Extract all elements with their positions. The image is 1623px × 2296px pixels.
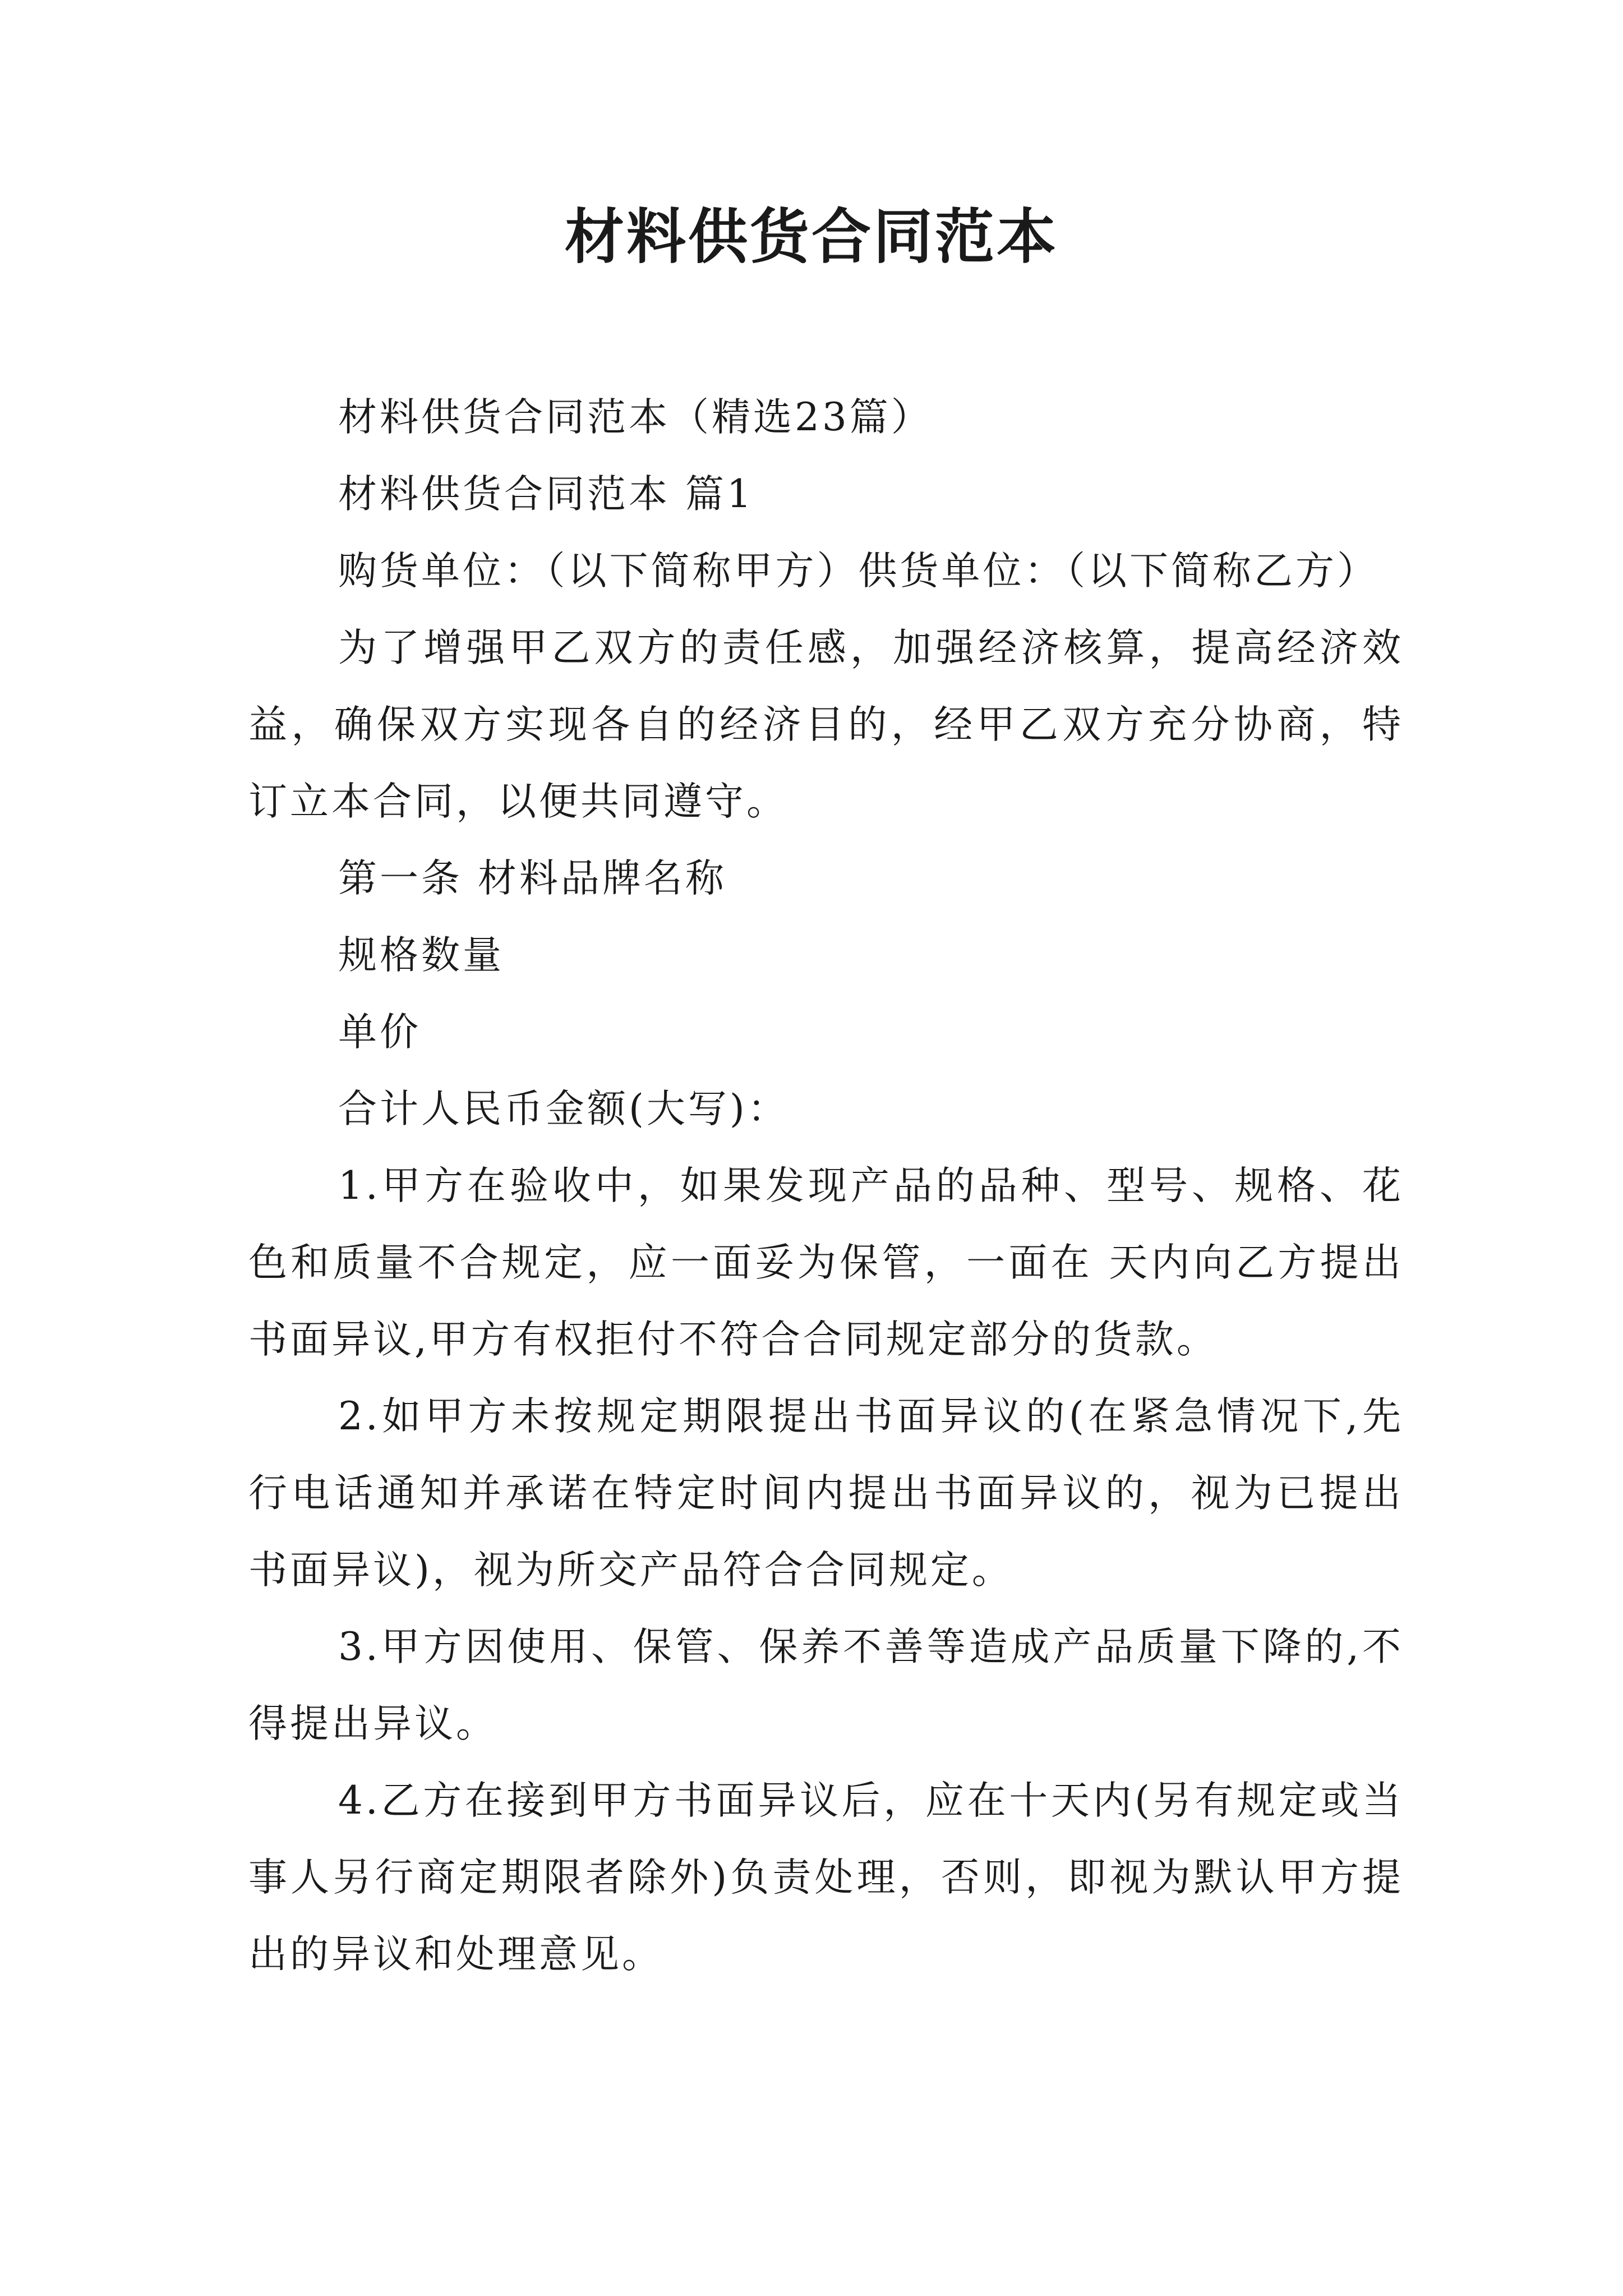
paragraph-purpose: 为了增强甲乙双方的责任感，加强经济核算，提高经济效益，确保双方实现各自的经济目的，经甲乙双方充分协商，特订立本合同，以便共同遵守。 <box>248 625 1404 824</box>
paragraph-subtitle: 材料供货合同范本（精选23篇） <box>338 395 933 440</box>
paragraph-total-amount: 合计人民币金额(大写)： <box>338 1087 789 1131</box>
paragraph-item-1: 1.甲方在验收中，如果发现产品的品种、型号、规格、花色和质量不合规定，应一面妥为保管，一面在 天内向乙方提出书面异议,甲方有权拒付不符合合同规定部分的货款。 <box>248 1163 1404 1362</box>
paragraph-article-heading: 材料供货合同范本 篇1 <box>338 472 754 517</box>
paragraph-parties: 购货单位：（以下简称甲方）供货单位：（以下简称乙方） <box>338 549 1378 593</box>
document-title: 材料供货合同范本 <box>565 201 1058 272</box>
paragraph-item-3: 3.甲方因使用、保管、保养不善等造成产品质量下降的,不得提出异议。 <box>248 1625 1404 1746</box>
paragraph-spec-quantity: 规格数量 <box>338 933 504 978</box>
paragraph-item-2: 2.如甲方未按规定期限提出书面异议的(在紧急情况下,先行电话通知并承诺在特定时间内提出书面异议的，视为已提出书面异议)，视为所交产品符合合同规定。 <box>248 1394 1404 1593</box>
paragraph-unit-price: 单价 <box>338 1010 421 1055</box>
document-body <box>248 379 1404 1993</box>
paragraph-item-4: 4.乙方在接到甲方书面异议后，应在十天内(另有规定或当事人另行商定期限者除外)负责处理，否则，即视为默认甲方提出的异议和处理意见。 <box>248 1778 1404 1977</box>
paragraph-clause-1: 第一条 材料品牌名称 <box>338 856 727 901</box>
